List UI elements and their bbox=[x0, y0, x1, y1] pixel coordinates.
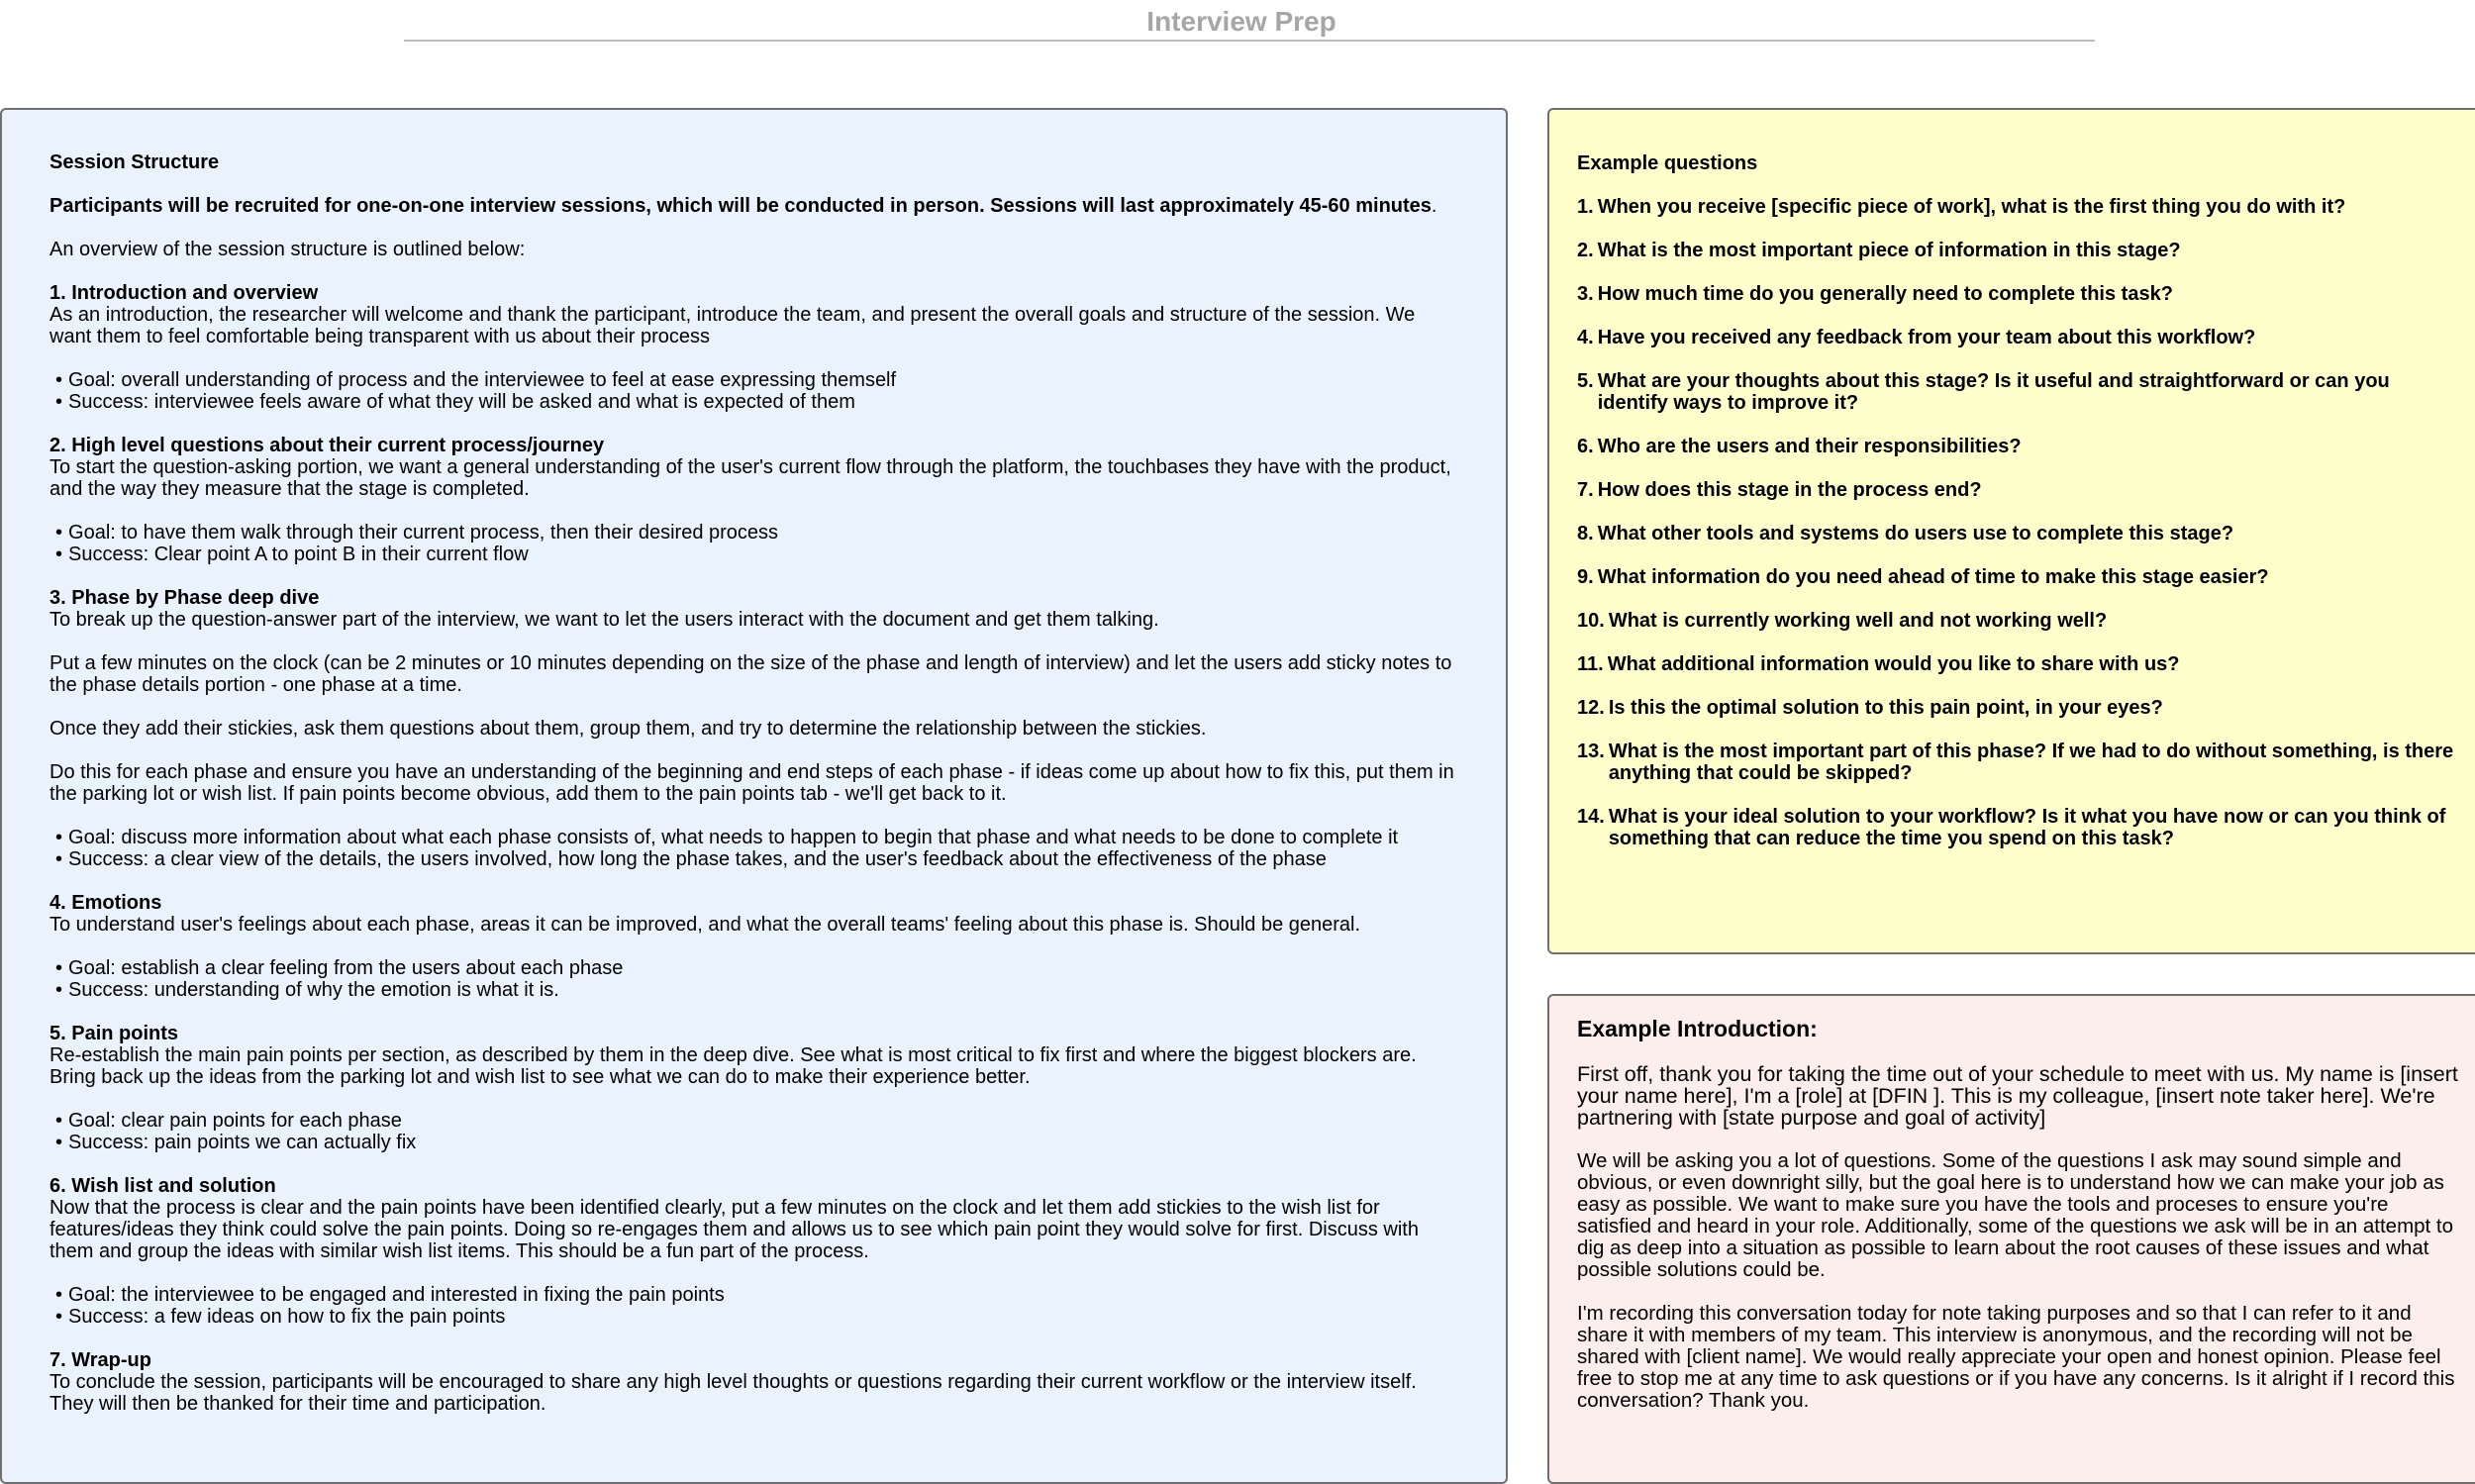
session-lead bbox=[50, 195, 1460, 217]
question-text: What is the most important piece of information in this stage? bbox=[1597, 240, 2181, 261]
intro-paragraph: We will be asking you a lot of questions. Some of the questions I ask may sound simple and obvious, or even downright silly, but the goal here is to understand how we can make your job as easy as possible. We want to make sure you have the tools and proceses to ensure you're satisfied and heard in your role. Additionally, some of the questions we ask will be in an attempt to dig as deep into a situation as possible to learn about the root causes of these issues and what possible solutions could be. bbox=[1577, 1149, 2454, 1281]
question-item bbox=[1577, 610, 2461, 632]
step-heading: 6. Wish list and solution bbox=[50, 1175, 276, 1197]
intro-paragraph: First off, thank you for taking the time out of your schedule to meet with us. My name is [insert your name here], I'm a [role] at [DFIN ]. This is my colleague, [insert note taker here]. We're partnering with [state purpose and goal of activity] bbox=[1577, 1062, 2458, 1130]
session-structure-panel bbox=[0, 108, 1508, 1484]
step-bullets bbox=[50, 1110, 1460, 1153]
question-item bbox=[1577, 196, 2461, 218]
step-heading: 3. Phase by Phase deep dive bbox=[50, 587, 320, 609]
step-bullets bbox=[50, 522, 1460, 565]
step-heading: 2. High level questions about their current process/journey bbox=[50, 435, 605, 456]
question-text: What additional information would you like to share with us? bbox=[1607, 653, 2180, 675]
step-paragraph: Put a few minutes on the clock (can be 2 minutes or 10 minutes depending on the size of the phase and length of interview) and let the users add sticky notes to the phase details portion - one phase at a time. bbox=[50, 652, 1452, 696]
step-goal: • Goal: the interviewee to be engaged and interested in fixing the pain points bbox=[55, 1284, 1460, 1306]
step-bullets bbox=[50, 957, 1460, 1001]
question-number: 6. bbox=[1577, 436, 1594, 457]
step-goal: • Goal: establish a clear feeling from the users about each phase bbox=[55, 957, 1460, 979]
question-text: When you receive [specific piece of work], what is the first thing you do with it? bbox=[1597, 196, 2346, 218]
question-item bbox=[1577, 523, 2461, 544]
question-text: How does this stage in the process end? bbox=[1597, 479, 1982, 501]
step-goal: • Goal: discuss more information about what each phase consists of, what needs to happen to begin that phase and what needs to be done to complete it bbox=[55, 827, 1460, 848]
session-overview: An overview of the session structure is outlined below: bbox=[50, 239, 526, 260]
question-item bbox=[1577, 566, 2461, 588]
step-heading: 1. Introduction and overview bbox=[50, 282, 319, 304]
question-number: 5. bbox=[1577, 370, 1594, 392]
step-goal: • Goal: to have them walk through their current process, then their desired process bbox=[55, 522, 1460, 544]
question-number: 9. bbox=[1577, 566, 1594, 588]
title-divider bbox=[404, 40, 2095, 42]
step-paragraph: Once they add their stickies, ask them questions about them, group them, and try to determine the relationship between the stickies. bbox=[50, 718, 1207, 740]
step-bullets bbox=[50, 827, 1460, 870]
intro-paragraph: I'm recording this conversation today for note taking purposes and so that I can refer to it and share it with members of my team. This interview is anonymous, and the recording will not be shared with [client name]. We would really appreciate your open and honest opinion. Please feel free to stop me at any time to ask questions or if you have any concerns. Is it alright if I record this conversation? Thank you. bbox=[1577, 1302, 2455, 1412]
questions-list bbox=[1577, 196, 2461, 849]
question-number: 10. bbox=[1577, 610, 1605, 632]
question-number: 3. bbox=[1577, 283, 1594, 305]
question-item bbox=[1577, 436, 2461, 457]
question-item bbox=[1577, 327, 2461, 348]
question-text: What is the most important part of this phase? If we had to do without something, is there anything that could be skipped? bbox=[1608, 741, 2454, 784]
step-paragraph: To start the question-asking portion, we want a general understanding of the user's current flow through the platform, the touchbases they have with the product, and the way they measure that the stage is completed. bbox=[50, 456, 1451, 500]
question-text: Have you received any feedback from your team about this workflow? bbox=[1597, 327, 2256, 348]
question-text: What other tools and systems do users use to complete this stage? bbox=[1597, 523, 2234, 544]
example-introduction-panel bbox=[1547, 994, 2475, 1484]
question-item bbox=[1577, 741, 2461, 784]
session-title: Session Structure bbox=[50, 151, 220, 173]
question-text: What information do you need ahead of time to make this stage easier? bbox=[1597, 566, 2269, 588]
question-item bbox=[1577, 806, 2461, 849]
question-number: 13. bbox=[1577, 741, 1605, 762]
step-heading: 7. Wrap-up bbox=[50, 1349, 151, 1371]
step-paragraph: To break up the question-answer part of the interview, we want to let the users interact with the document and get them talking. bbox=[50, 609, 1159, 631]
step-heading: 4. Emotions bbox=[50, 892, 162, 914]
session-lead-bold: Participants will be recruited for one-on-one interview sessions, which will be conducted in person. Sessions will last approximately 45-60 minutes bbox=[50, 195, 1432, 217]
question-number: 2. bbox=[1577, 240, 1594, 261]
question-number: 8. bbox=[1577, 523, 1594, 544]
session-step bbox=[50, 1349, 1460, 1415]
question-item bbox=[1577, 240, 2461, 261]
question-text: What is your ideal solution to your workflow? Is it what you have now or can you think of something that can reduce the time you spend on this task? bbox=[1608, 806, 2446, 849]
question-text: What is currently working well and not working well? bbox=[1608, 610, 2108, 632]
question-number: 14. bbox=[1577, 806, 1605, 828]
session-step bbox=[50, 892, 1460, 1001]
step-paragraph: As an introduction, the researcher will welcome and thank the participant, introduce the team, and present the overall goals and structure of the session. We want them to feel comfortable being transparent with us about their process bbox=[50, 304, 1416, 347]
session-step bbox=[50, 435, 1460, 565]
step-paragraph: Do this for each phase and ensure you have an understanding of the beginning and end steps of each phase - if ideas come up about how to fix this, put them in the parking lot or wish list. If pain points become obvious, add them to the pain points tab - we'll get back to it. bbox=[50, 761, 1454, 805]
step-success: • Success: understanding of why the emotion is what it is. bbox=[55, 979, 1460, 1001]
question-number: 4. bbox=[1577, 327, 1594, 348]
step-heading: 5. Pain points bbox=[50, 1023, 179, 1044]
step-paragraph: Re-establish the main pain points per section, as described by them in the deep dive. See what is most critical to fix first and where the biggest blockers are. Bring back up the ideas from the parking lot and wish list to see what we can do to make their experience better. bbox=[50, 1044, 1417, 1088]
question-text: What are your thoughts about this stage? Is it useful and straightforward or can you identify ways to improve it? bbox=[1597, 370, 2390, 414]
question-item bbox=[1577, 653, 2461, 675]
question-text: Is this the optimal solution to this pain point, in your eyes? bbox=[1608, 697, 2163, 719]
step-success: • Success: a clear view of the details, the users involved, how long the phase takes, and the user's feedback about the effectiveness of the phase bbox=[55, 848, 1460, 870]
step-paragraph: To understand user's feelings about each phase, areas it can be improved, and what the overall teams' feeling about this phase is. Should be general. bbox=[50, 914, 1361, 936]
step-goal: • Goal: overall understanding of process and the interviewee to feel at ease expressing themself bbox=[55, 369, 1460, 391]
question-item bbox=[1577, 479, 2461, 501]
question-number: 12. bbox=[1577, 697, 1605, 719]
intro-title: Example Introduction: bbox=[1577, 1016, 1818, 1041]
page-title: Interview Prep bbox=[1146, 6, 1336, 37]
step-success: • Success: Clear point A to point B in their current flow bbox=[55, 544, 1460, 565]
step-bullets bbox=[50, 1284, 1460, 1328]
step-bullets bbox=[50, 369, 1460, 413]
session-step bbox=[50, 587, 1460, 870]
questions-title: Example questions bbox=[1577, 152, 1758, 174]
step-success: • Success: a few ideas on how to fix the pain points bbox=[55, 1306, 1460, 1328]
question-text: Who are the users and their responsibilities? bbox=[1597, 436, 2022, 457]
step-success: • Success: interviewee feels aware of what they will be asked and what is expected of them bbox=[55, 391, 1460, 413]
example-questions-panel bbox=[1547, 108, 2475, 954]
question-number: 11. bbox=[1577, 653, 1604, 675]
question-item bbox=[1577, 283, 2461, 305]
question-text: How much time do you generally need to complete this task? bbox=[1597, 283, 2173, 305]
step-paragraph: Now that the process is clear and the pain points have been identified clearly, put a few minutes on the clock and let them add stickies to the wish list for features/ideas they think could solve the pain points. Doing so re-engages them and allows us to see which pain point they would solve for first. Discuss with them and group the ideas with similar wish list items. This should be a fun part of the process. bbox=[50, 1197, 1419, 1262]
question-number: 7. bbox=[1577, 479, 1594, 501]
step-paragraph: To conclude the session, participants will be encouraged to share any high level thoughts or questions regarding their current workflow or the interview itself. They will then be thanked for their time and participation. bbox=[50, 1371, 1417, 1415]
question-number: 1. bbox=[1577, 196, 1594, 218]
session-lead-end: . bbox=[1431, 195, 1437, 217]
step-goal: • Goal: clear pain points for each phase bbox=[55, 1110, 1460, 1132]
session-step bbox=[50, 1175, 1460, 1328]
session-step bbox=[50, 1023, 1460, 1153]
question-item bbox=[1577, 697, 2461, 719]
question-item bbox=[1577, 370, 2461, 414]
session-step bbox=[50, 282, 1460, 413]
step-success: • Success: pain points we can actually fix bbox=[55, 1132, 1460, 1153]
